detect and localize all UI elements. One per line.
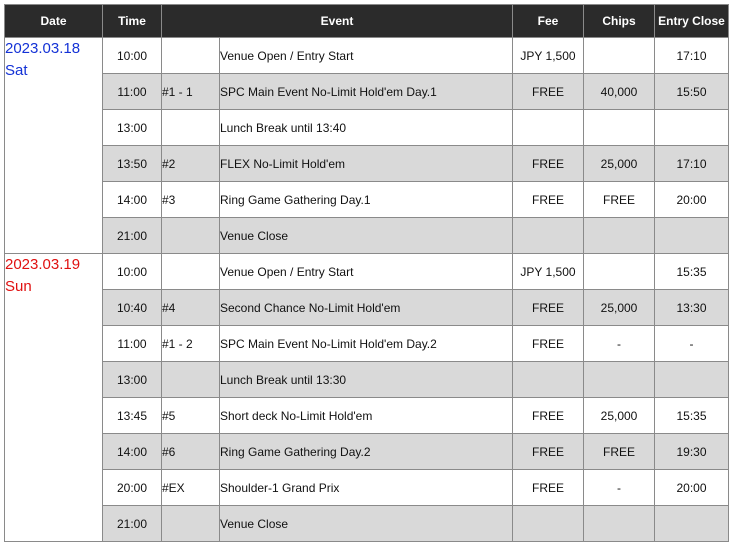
event-number: #EX [162, 470, 220, 506]
event-number [162, 362, 220, 398]
event-number: #4 [162, 290, 220, 326]
time-cell: 13:45 [103, 398, 162, 434]
event-name: Shoulder-1 Grand Prix [220, 470, 513, 506]
fee-cell: FREE [513, 326, 584, 362]
event-name: Venue Open / Entry Start [220, 38, 513, 74]
fee-cell: FREE [513, 74, 584, 110]
table-row [5, 110, 729, 146]
chips-cell: - [584, 470, 655, 506]
event-name: FLEX No-Limit Hold'em [220, 146, 513, 182]
entry-close-cell: 15:35 [655, 398, 729, 434]
chips-cell [584, 506, 655, 542]
event-name: Second Chance No-Limit Hold'em [220, 290, 513, 326]
event-name: Ring Game Gathering Day.1 [220, 182, 513, 218]
event-number [162, 506, 220, 542]
chips-cell: 25,000 [584, 398, 655, 434]
weekday-label: Sun [5, 278, 32, 295]
event-number [162, 110, 220, 146]
event-number: #5 [162, 398, 220, 434]
weekday-label: Sat [5, 62, 28, 79]
fee-cell: JPY 1,500 [513, 38, 584, 74]
time-cell: 11:00 [103, 74, 162, 110]
chips-cell [584, 38, 655, 74]
fee-cell [513, 362, 584, 398]
table-row [5, 218, 729, 254]
table-row [5, 290, 729, 326]
fee-cell [513, 110, 584, 146]
chips-cell: 25,000 [584, 290, 655, 326]
event-name: Lunch Break until 13:30 [220, 362, 513, 398]
entry-close-cell: - [655, 326, 729, 362]
table-row [5, 38, 729, 74]
table-row [5, 470, 729, 506]
chips-cell: - [584, 326, 655, 362]
event-number: #6 [162, 434, 220, 470]
header-chips: Chips [584, 5, 655, 38]
chips-cell [584, 254, 655, 290]
time-cell: 21:00 [103, 218, 162, 254]
event-name: Venue Close [220, 218, 513, 254]
fee-cell: FREE [513, 434, 584, 470]
date-label: 2023.03.19 [5, 256, 81, 273]
entry-close-cell [655, 110, 729, 146]
entry-close-cell [655, 218, 729, 254]
entry-close-cell [655, 506, 729, 542]
entry-close-cell: 17:10 [655, 146, 729, 182]
event-number: #1 - 1 [162, 74, 220, 110]
time-cell: 10:00 [103, 254, 162, 290]
event-name: Lunch Break until 13:40 [220, 110, 513, 146]
fee-cell: FREE [513, 398, 584, 434]
header-entry-close: Entry Close [655, 5, 729, 38]
table-row [5, 182, 729, 218]
event-number [162, 218, 220, 254]
event-number: #2 [162, 146, 220, 182]
table-row [5, 398, 729, 434]
event-name: Ring Game Gathering Day.2 [220, 434, 513, 470]
event-number [162, 254, 220, 290]
entry-close-cell: 13:30 [655, 290, 729, 326]
table-row [5, 506, 729, 542]
event-name: Venue Close [220, 506, 513, 542]
table-row [5, 326, 729, 362]
table-row [5, 362, 729, 398]
fee-cell [513, 218, 584, 254]
header-date: Date [5, 5, 103, 38]
entry-close-cell [655, 362, 729, 398]
fee-cell: FREE [513, 470, 584, 506]
header-event: Event [162, 5, 513, 38]
event-name: SPC Main Event No-Limit Hold'em Day.2 [220, 326, 513, 362]
chips-cell [584, 362, 655, 398]
time-cell: 13:00 [103, 110, 162, 146]
entry-close-cell: 20:00 [655, 470, 729, 506]
fee-cell: FREE [513, 290, 584, 326]
chips-cell: FREE [584, 434, 655, 470]
table-row [5, 146, 729, 182]
event-number [162, 38, 220, 74]
time-cell: 13:50 [103, 146, 162, 182]
fee-cell: FREE [513, 182, 584, 218]
event-number: #3 [162, 182, 220, 218]
fee-cell [513, 506, 584, 542]
time-cell: 11:00 [103, 326, 162, 362]
table-row [5, 434, 729, 470]
chips-cell [584, 110, 655, 146]
time-cell: 21:00 [103, 506, 162, 542]
time-cell: 14:00 [103, 434, 162, 470]
chips-cell: 40,000 [584, 74, 655, 110]
time-cell: 10:40 [103, 290, 162, 326]
chips-cell: FREE [584, 182, 655, 218]
table-row [5, 74, 729, 110]
table-row [5, 254, 729, 290]
time-cell: 14:00 [103, 182, 162, 218]
header-time: Time [103, 5, 162, 38]
entry-close-cell: 17:10 [655, 38, 729, 74]
event-name: Venue Open / Entry Start [220, 254, 513, 290]
fee-cell: FREE [513, 146, 584, 182]
date-cell [5, 254, 103, 542]
entry-close-cell: 15:35 [655, 254, 729, 290]
fee-cell: JPY 1,500 [513, 254, 584, 290]
event-name: SPC Main Event No-Limit Hold'em Day.1 [220, 74, 513, 110]
entry-close-cell: 20:00 [655, 182, 729, 218]
chips-cell [584, 218, 655, 254]
schedule-table [4, 4, 729, 542]
date-label: 2023.03.18 [5, 40, 81, 57]
chips-cell: 25,000 [584, 146, 655, 182]
time-cell: 10:00 [103, 38, 162, 74]
header-fee: Fee [513, 5, 584, 38]
entry-close-cell: 19:30 [655, 434, 729, 470]
entry-close-cell: 15:50 [655, 74, 729, 110]
time-cell: 20:00 [103, 470, 162, 506]
header-row [5, 5, 729, 38]
date-cell [5, 38, 103, 254]
event-number: #1 - 2 [162, 326, 220, 362]
event-name: Short deck No-Limit Hold'em [220, 398, 513, 434]
time-cell: 13:00 [103, 362, 162, 398]
